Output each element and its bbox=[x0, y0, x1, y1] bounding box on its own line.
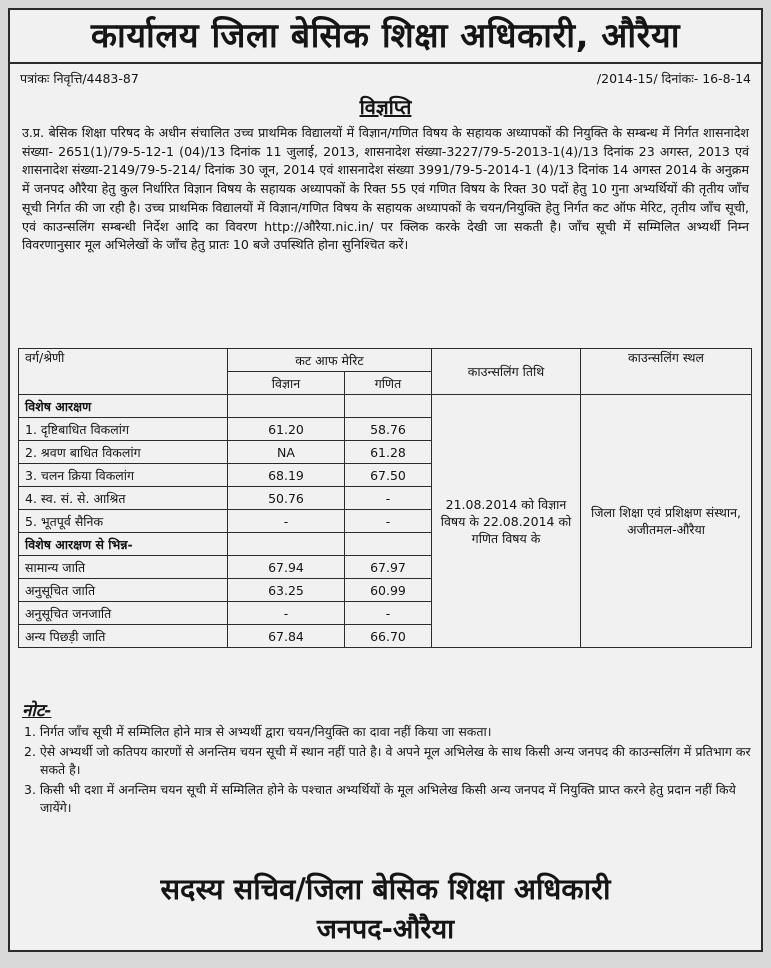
signatory-district: जनपद-औरैया bbox=[316, 914, 455, 945]
section-special-reservation: विशेष आरक्षण bbox=[19, 395, 228, 418]
reference-date: /2014-15/ दिनांकः- 16-8-14 bbox=[596, 71, 751, 86]
math-value: 60.99 bbox=[345, 579, 432, 602]
counselling-place-cell: जिला शिक्षा एवं प्रशिक्षण संस्थान, अजीतमल-औरैया bbox=[581, 395, 752, 648]
cutoff-header: कट आफ मेरिट bbox=[228, 349, 432, 372]
office-title: कार्यालय जिला बेसिक शिक्षा अधिकारी, औरैया bbox=[10, 10, 761, 64]
math-value: 67.50 bbox=[345, 464, 432, 487]
notes-section bbox=[18, 698, 754, 817]
row-label: 5. भूतपूर्व सैनिक bbox=[19, 510, 228, 533]
math-value: 66.70 bbox=[345, 625, 432, 648]
science-value: 68.19 bbox=[228, 464, 345, 487]
row-label: अन्य पिछड़ी जाति bbox=[19, 625, 228, 648]
notice-heading bbox=[10, 93, 761, 120]
science-value: 67.94 bbox=[228, 556, 345, 579]
cutoff-table bbox=[18, 348, 752, 648]
signature-block bbox=[10, 868, 761, 950]
section-row bbox=[19, 395, 752, 418]
note-item: 2. ऐसे अभ्यर्थी जो कतिपय कारणों से अनन्तिम चयन सूची में स्थान नहीं पाते है। वे अपने मूल अभिलेख के साथ किसी अन्य जनपद की काउन्सलिंग में प्रतिभाग कर सकते है। bbox=[24, 744, 751, 777]
math-value: - bbox=[345, 510, 432, 533]
counselling-place-header: काउन्सलिंग स्थल bbox=[581, 349, 752, 395]
table-header-row bbox=[19, 349, 752, 372]
row-label: अनुसूचित जनजाति bbox=[19, 602, 228, 625]
note-item: 1. निर्गत जाँच सूची में सम्मिलित होने मात्र से अभ्यर्थी द्वारा चयन/नियुक्ति का दावा नहीं किया जा सकता। bbox=[24, 724, 492, 739]
science-value: 63.25 bbox=[228, 579, 345, 602]
section-non-special: विशेष आरक्षण से भिन्न- bbox=[19, 533, 228, 556]
reference-number: पत्रांकः निवृत्ति/4483-87 bbox=[20, 71, 139, 86]
notice-title: विज्ञप्ति bbox=[359, 95, 412, 119]
science-value: NA bbox=[228, 441, 345, 464]
science-value: 67.84 bbox=[228, 625, 345, 648]
math-value: 58.76 bbox=[345, 418, 432, 441]
science-value: 61.20 bbox=[228, 418, 345, 441]
science-header: विज्ञान bbox=[228, 372, 345, 395]
math-value: - bbox=[345, 487, 432, 510]
row-label: 3. चलन क्रिया विकलांग bbox=[19, 464, 228, 487]
note-item: 3. किसी भी दशा में अनन्तिम चयन सूची में सम्मिलित होने के पश्चात अभ्यर्थियों के मूल अभिलेख किसी अन्य जनपद में नियुक्ति प्राप्त करने हेतु प्रदान नहीं किये जायेंगे। bbox=[24, 782, 736, 815]
math-value: 61.28 bbox=[345, 441, 432, 464]
category-header: वर्ग/श्रेणी bbox=[19, 349, 228, 395]
notice-page bbox=[8, 8, 763, 952]
row-label: 2. श्रवण बाधित विकलांग bbox=[19, 441, 228, 464]
reference-line bbox=[10, 64, 761, 87]
science-value: 50.76 bbox=[228, 487, 345, 510]
notes-title: नोट- bbox=[22, 701, 52, 721]
science-value: - bbox=[228, 510, 345, 533]
counselling-date-header: काउन्सलिंग तिथि bbox=[432, 349, 581, 395]
row-label: सामान्य जाति bbox=[19, 556, 228, 579]
notice-body: उ.प्र. बेसिक शिक्षा परिषद के अधीन संचालित उच्च प्राथमिक विद्यालयों में विज्ञान/गणित विषय के सहायक अध्यापकों की नियुक्ति के सम्बन्ध में निर्गत शासनादेश संख्या- 2651(1)/79-5-12-1 (04)/13 दिनांक 11 जुलाई, 2013, शासनादेश संख्या-3227/79-5-2013-1(4)/13 दिनांक 23 अगस्त, 2013 एवं शासनादेश संख्या-2149/79-5-214/ दिनांक 30 जून, 2014 एवं शासनादेश संख्या 3991/79-5-2014-1 (4)/13 दिनांक 14 अगस्त 2014 के अनुक्रम में जनपद औरैया हेतु कुल निर्धारित विज्ञान विषय के सहायक अध्यापकों के रिक्त 55 एवं गणित विषय के रिक्त 30 पदों हेतु 10 गुना अभ्यर्थियों की तृतीय जाँच सूची निर्गत की जा रही है। उच्च प्राथमिक विद्यालयों में विज्ञान/गणित विषय के सहायक अध्यापकों के चयन/नियुक्ति हेतु निर्गत कट ऑफ मेरिट, तृतीय जाँच सूची, एवं काउन्सलिंग सम्बन्धी निर्देश आदि का विवरण http://औरैया.nic.in/ पर क्लिक करके देखी जा सकती है। जाँच सूची में सम्मिलित अभ्यर्थी निम्न विवरणानुसार मूल अभिलेखों के जाँच हेतु प्रातः 10 बजे उपस्थिति होना सुनिश्चित करें। bbox=[22, 125, 750, 253]
row-label: 1. दृष्टिबाधित विकलांग bbox=[19, 418, 228, 441]
science-value: - bbox=[228, 602, 345, 625]
math-value: - bbox=[345, 602, 432, 625]
math-value: 67.97 bbox=[345, 556, 432, 579]
counselling-date-cell: 21.08.2014 को विज्ञान विषय के 22.08.2014 को गणित विषय के bbox=[432, 395, 581, 648]
row-label: 4. स्व. सं. से. आश्रित bbox=[19, 487, 228, 510]
row-label: अनुसूचित जाति bbox=[19, 579, 228, 602]
math-header: गणित bbox=[345, 372, 432, 395]
signatory-designation: सदस्य सचिव/जिला बेसिक शिक्षा अधिकारी bbox=[160, 872, 611, 906]
